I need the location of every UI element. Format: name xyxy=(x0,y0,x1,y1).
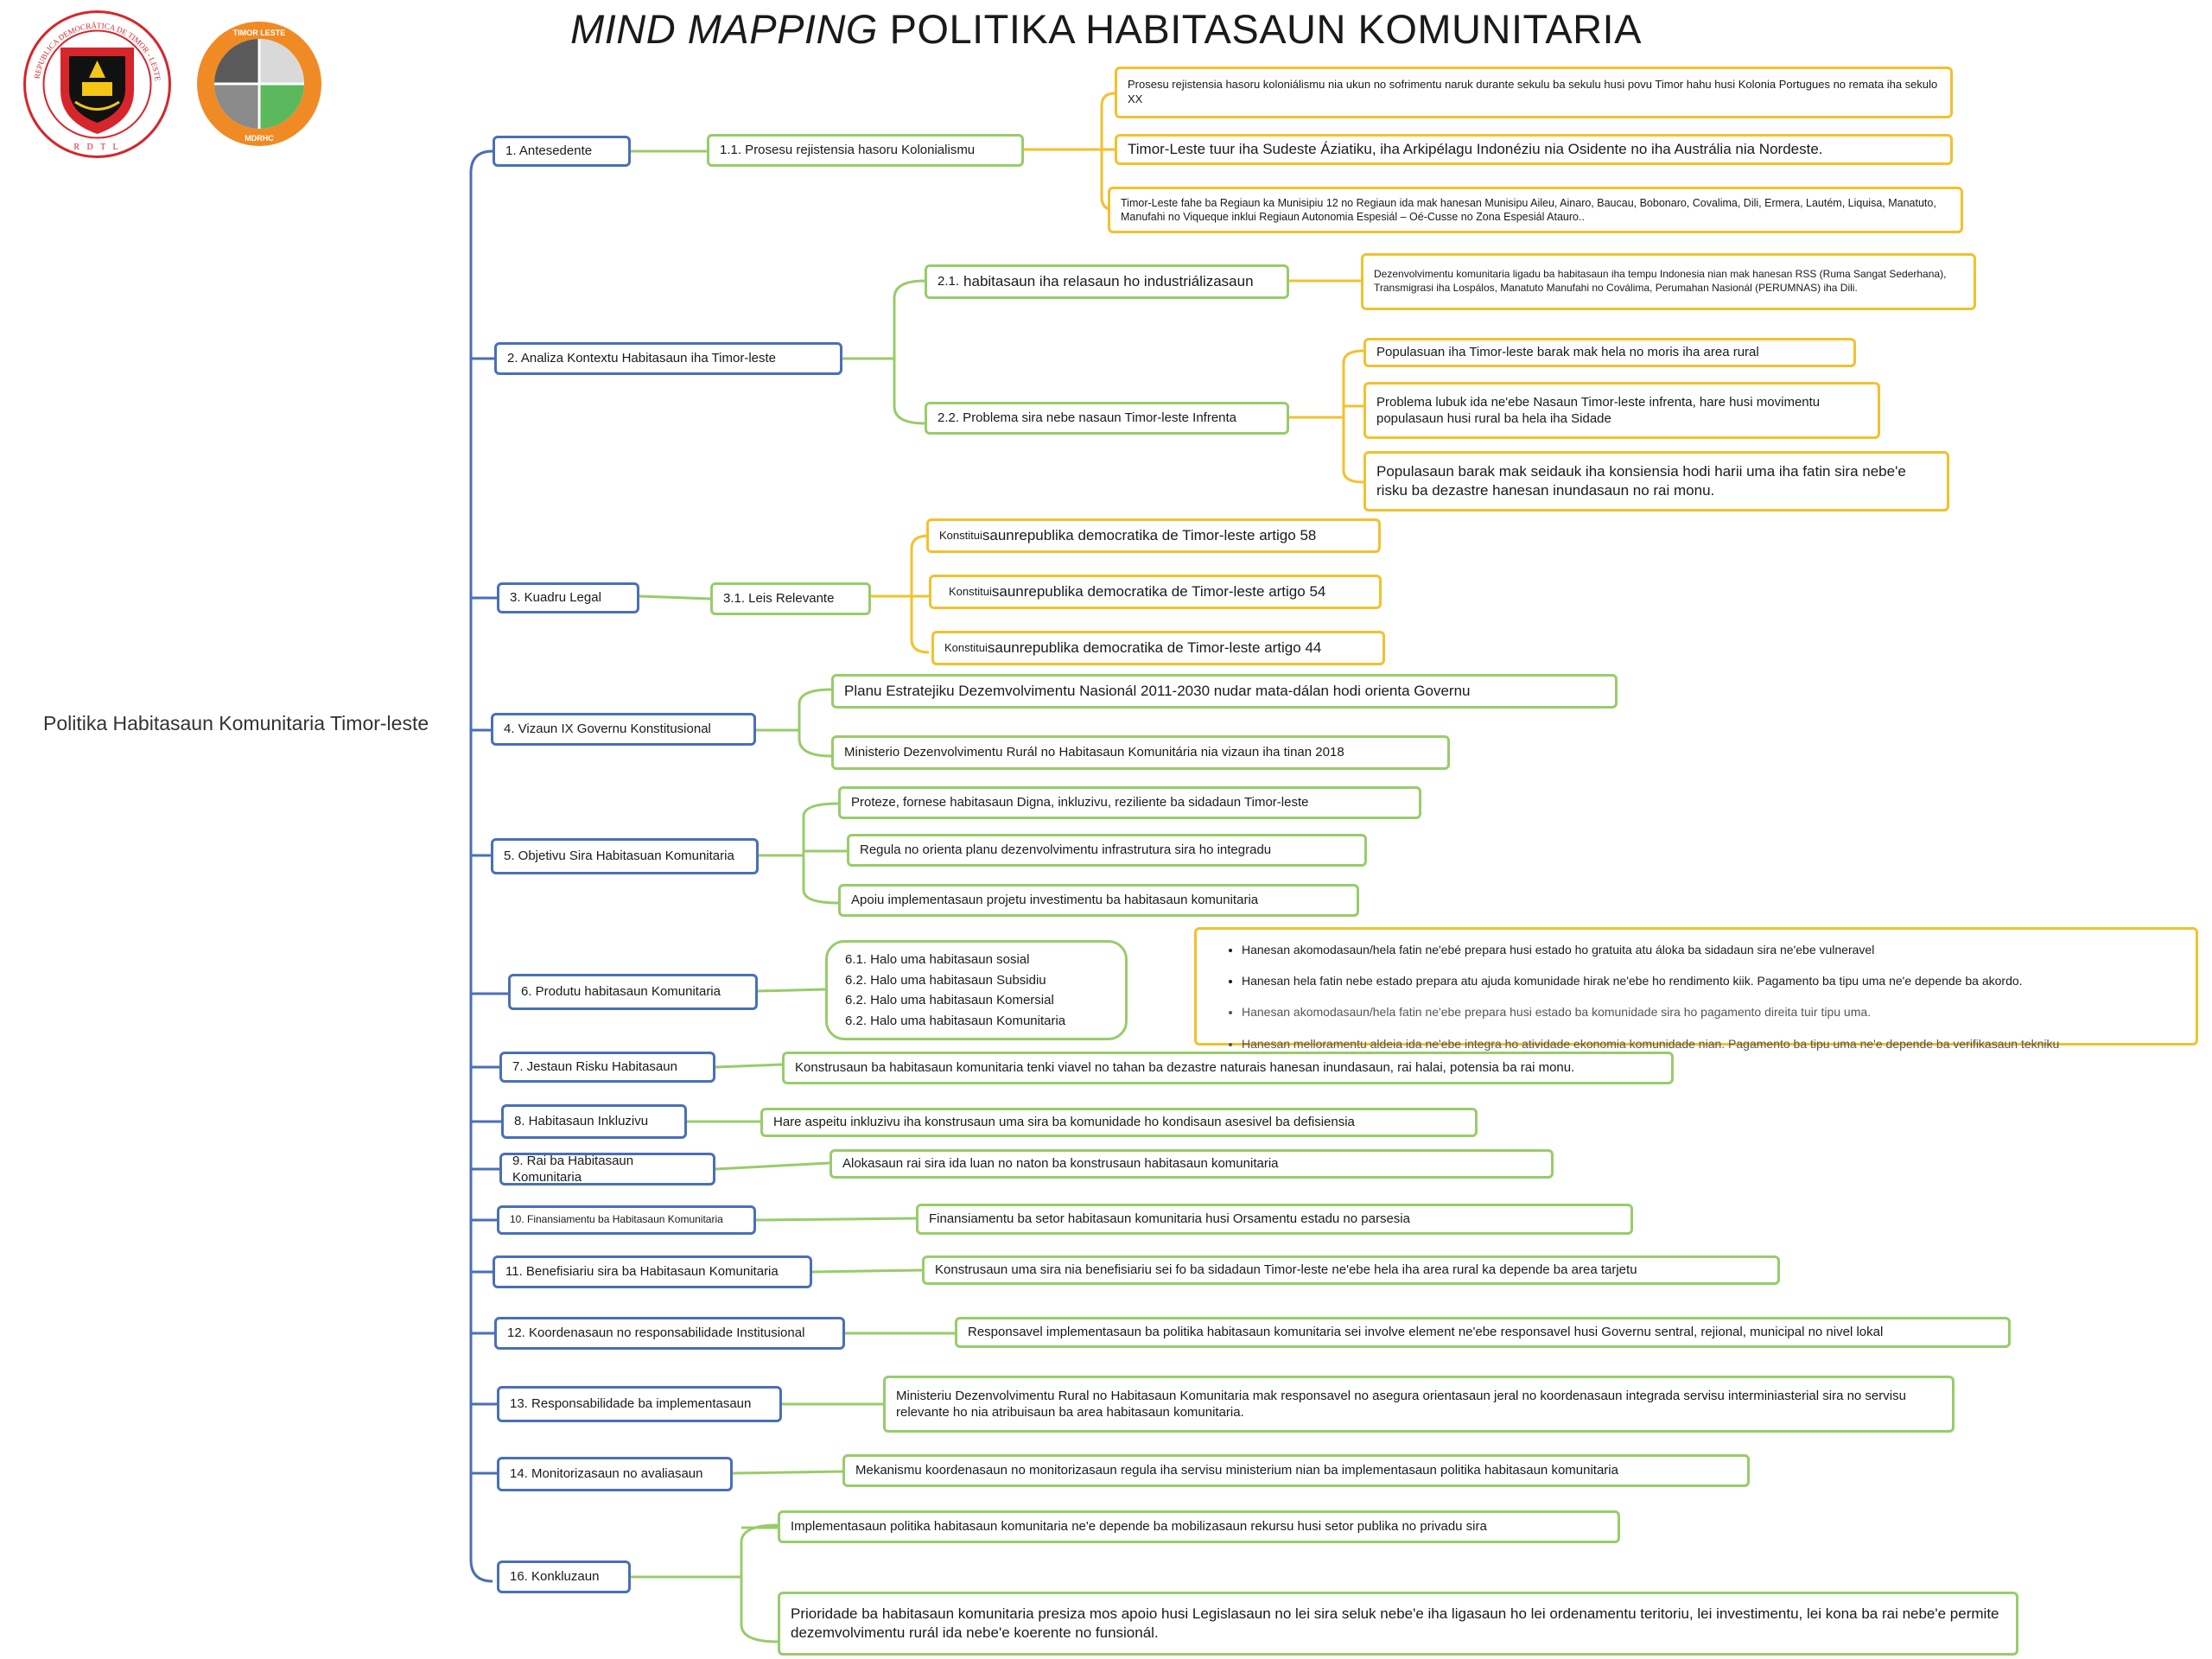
root-topic: Politika Habitasaun Komunitaria Timor-leste xyxy=(43,712,429,734)
leaf-3-1-artigo-58-prefix: Konstitui xyxy=(939,528,982,542)
node-2-2-problema[interactable]: 2.2. Problema sira nebe nasaun Timor-leste Infrenta xyxy=(925,402,1289,435)
bullet-6-komunitaria: • Hanesan melloramentu aldeia ida ne'ebe integra ho atividade ekonomia komunidade nian. Pagamento ba tipu uma ne'e depende ba verifikasaun tekniku xyxy=(1242,1036,2059,1052)
node-objetivu[interactable]: 5. Objetivu Sira Habitasuan Komunitaria xyxy=(491,838,759,874)
leaf-3-1-artigo-44 xyxy=(931,631,1385,665)
leaf-3-1-artigo-54 xyxy=(929,575,1382,609)
node-2-1-text: habitasaun iha relasaun ho industriálizasaun xyxy=(963,272,1254,289)
node-vizaun-governu[interactable]: 4. Vizaun IX Governu Konstitusional xyxy=(491,713,756,746)
node-benefisiariu[interactable]: 11. Benefisiariu sira ba Habitasaun Komunitaria xyxy=(493,1255,812,1288)
svg-text:TIMOR LESTE: TIMOR LESTE xyxy=(232,29,286,37)
leaf-5-apoiu: Apoiu implementasaun projetu investimentu ba habitasaun komunitaria xyxy=(838,884,1359,917)
leaf-4-ministerio-vizaun: Ministerio Dezenvolvimentu Rurál no Habitasaun Komunitária nia vizaun iha tinan 2018 xyxy=(831,735,1450,770)
leaf-14-monitorizasaun: Mekanismu koordenasaun no monitorizasaun regula iha servisu ministerium nian ba implementasaun politika habitasaun komunitaria xyxy=(842,1454,1750,1487)
leaf-3-1-artigo-58-text: saunrepublika democratika de Timor-leste artigo 58 xyxy=(982,526,1317,543)
leaf-16-implementasaun: Implementasaun politika habitasaun komunitaria ne'e depende ba mobilizasaun rekursu husi setor publika no privadu sira xyxy=(778,1510,1620,1543)
leaf-9-rai: Alokasaun rai sira ida luan no naton ba konstrusaun habitasaun komunitaria xyxy=(830,1149,1554,1179)
node-6-products[interactable] xyxy=(825,940,1128,1040)
node-produtu[interactable]: 6. Produtu habitasaun Komunitaria xyxy=(508,974,758,1010)
leaf-16-prioridade: Prioridade ba habitasaun komunitaria presiza mos apoio husi Legislasaun no lei sira seluk nebe'e iha ligasaun ho lei ordenamentu teritoriu, lei investimentu, lei kona ba rai nebe'e permite dezemvolvimentu rurál ida nebe'e koerente no funsionál. xyxy=(778,1592,2018,1656)
node-konkluzaun[interactable]: 16. Konkluzaun xyxy=(497,1560,631,1593)
title-main-part: POLITIKA HABITASAUN KOMUNITARIA xyxy=(889,6,1642,52)
node-habitasaun-inkluzivu[interactable]: 8. Habitasaun Inkluzivu xyxy=(501,1104,687,1139)
node-2-1-prefix: 2.1. xyxy=(938,274,960,289)
leaf-6-product-descriptions xyxy=(1194,927,2198,1051)
svg-text:R D T L: R D T L xyxy=(73,143,121,152)
leaf-3-1-artigo-58 xyxy=(926,518,1381,553)
main-spine xyxy=(471,151,493,1581)
leaf-7-risku: Konstrusaun ba habitasaun komunitaria tenki viavel no tahan ba dezastre naturais hanesan inundasaun, rai halai, potensia ba rai monu. xyxy=(782,1052,1674,1084)
page-title xyxy=(0,5,2212,53)
node-jestaun-risku[interactable]: 7. Jestaun Risku Habitasaun xyxy=(499,1052,715,1083)
leaf-2-2-rural: Populasuan iha Timor-leste barak mak hela no moris iha area rural xyxy=(1363,338,1856,367)
product-6-2-komersial: 6.2. Halo uma habitasaun Komersial xyxy=(845,993,1054,1007)
leaf-2-2-migration: Problema lubuk ida ne'ebe Nasaun Timor-leste infrenta, hare husi movimentu populasaun husi rural ba hela iha Sidade xyxy=(1363,382,1880,439)
bullet-6-subsidiu: • Hanesan hela fatin nebe estado prepara atu ajuda komunidade hirak ne'ebe ho rendimento kiik. Pagamento ba tipu uma ne'e depende ba akordo. xyxy=(1242,973,2059,988)
leaf-1-1-municipalities: Timor-Leste fahe ba Regiaun ka Munisipiu 12 no Regiaun ida mak hanesan Munisipu Aileu, Ainaro, Baucau, Bobonaro, Covalima, Dili, Ermera, Lautém, Liquisa, Manatuto, Manufahi no Viqueque inklui Regiaun Autonomia Espesiál – Oé-Cusse no Zona Espesiál Atauro.. xyxy=(1108,187,1963,233)
leaf-3-1-artigo-44-text: saunrepublika democratika de Timor-leste artigo 44 xyxy=(987,639,1322,656)
leaf-13-responsabilidade: Ministeriu Dezenvolvimentu Rural no Habitasaun Komunitaria mak responsavel no asegura orientasaun jeral no koordenasaun integrada servisu interminiasterial sira no servisu relevante ho nia atribuisaun ba area habitasaun komunitaria. xyxy=(883,1376,1955,1433)
node-analiza-kontextu[interactable]: 2. Analiza Kontextu Habitasaun iha Timor-leste xyxy=(494,342,842,375)
product-6-2-komunitaria: 6.2. Halo uma habitasaun Komunitaria xyxy=(845,1013,1066,1028)
node-rai-habitasaun[interactable]: 9. Rai ba Habitasaun Komunitaria xyxy=(499,1153,715,1185)
leaf-1-1-history: Prosesu rejistensia hasoru koloniálismu nia ukun no sofrimentu naruk durante sekulu ba sekulu husi povu Timor hahu husi Kolonia Portugues no remata iha sekulo XX xyxy=(1115,67,1953,118)
product-6-1-sosial: 6.1. Halo uma habitasaun sosial xyxy=(845,952,1030,967)
leaf-1-1-geography: Timor-Leste tuur iha Sudeste Áziatiku, iha Arkipélagu Indonéziu nia Osidente no iha Austrália nia Nordeste. xyxy=(1115,134,1953,165)
node-responsabilidade[interactable]: 13. Responsabilidade ba implementasaun xyxy=(497,1386,782,1422)
bullet-6-komersial: • Hanesan akomodasaun/hela fatin ne'ebe prepara husi estado ba komunidade sira ho pagamento direita tuir tipu uma. xyxy=(1242,1004,2059,1020)
leaf-8-inkluzivu: Hare aspeitu inkluzivu iha konstrusaun uma sira ba komunidade ho kondisaun asesivel ba defisiensia xyxy=(760,1108,1478,1137)
node-monitorizasaun[interactable]: 14. Monitorizasaun no avaliasaun xyxy=(497,1457,733,1491)
svg-text:MDRHC: MDRHC xyxy=(245,134,274,143)
node-3-1-leis[interactable]: 3.1. Leis Relevante xyxy=(710,582,871,615)
leaf-3-1-artigo-44-prefix: Konstitui xyxy=(944,640,988,654)
node-koordenasaun[interactable]: 12. Koordenasaun no responsabilidade Institusional xyxy=(494,1317,845,1350)
title-italic-part: MIND MAPPING xyxy=(570,6,878,52)
node-kuadru-legal[interactable]: 3. Kuadru Legal xyxy=(497,582,639,613)
leaf-5-regula: Regula no orienta planu dezenvolvimentu infrastrutura sira ho integradu xyxy=(847,834,1367,867)
leaf-2-2-disaster-risk: Populasaun barak mak seidauk iha konsiensia hodi harii uma iha fatin sira nebe'e risku ba dezastre hanesan inundasaun no rai monu. xyxy=(1363,451,1949,512)
leaf-3-1-artigo-54-text: saunrepublika democratika de Timor-leste artigo 54 xyxy=(991,582,1326,600)
leaf-3-1-artigo-54-prefix: Konstitui xyxy=(949,584,992,598)
product-6-2-subsidiu: 6.2. Halo uma habitasaun Subsidiu xyxy=(845,972,1046,988)
leaf-10-finansiamentu: Finansiamentu ba setor habitasaun komunitaria husi Orsamentu estadu no parsesia xyxy=(916,1204,1633,1235)
leaf-11-benefisiariu: Konstrusaun uma sira nia benefisiariu sei fo ba sidadaun Timor-leste ne'ebe hela iha area rural ka depende ba area tarjetu xyxy=(922,1255,1780,1285)
leaf-5-proteze: Proteze, fornese habitasaun Digna, inkluzivu, reziliente ba sidadaun Timor-leste xyxy=(838,786,1421,819)
node-2-1-industrializasaun[interactable] xyxy=(925,264,1289,299)
leaf-2-1-indonesia: Dezenvolvimentu komunitaria ligadu ba habitasaun iha tempu Indonesia nian mak hanesan RSS (Ruma Sangat Sederhana), Transmigrasi iha Lospálos, Manatuto Manufahi no Coválima, Perumahan Nasionál (PERUMNAS) iha Dili. xyxy=(1361,253,1976,310)
svg-text:REPUBLICA DEMOCRÁTICA DE TIMOR: REPUBLICA DEMOCRÁTICA DE TIMOR - LESTE xyxy=(32,21,162,82)
leaf-12-koordenasaun: Responsavel implementasaun ba politika habitasaun komunitaria sei involve element ne'ebe responsavel husi Governu sentral, rejional, municipal no nivel lokal xyxy=(955,1317,2011,1348)
node-finansiamentu[interactable]: 10. Finansiamentu ba Habitasaun Komunitaria xyxy=(497,1205,756,1235)
leaf-4-planu-estratejiku: Planu Estratejiku Dezemvolvimentu Nasionál 2011-2030 nudar mata-dálan hodi orienta Governu xyxy=(831,674,1618,709)
node-1-1-rejistensia[interactable]: 1.1. Prosesu rejistensia hasoru Kolonialismu xyxy=(707,134,1024,167)
bullet-6-sosial: • Hanesan akomodasaun/hela fatin ne'ebé prepara husi estado ho gratuita atu áloka ba sidadaun sira ne'ebe vulneravel xyxy=(1242,942,2059,957)
node-antesedente[interactable]: 1. Antesedente xyxy=(493,136,631,167)
